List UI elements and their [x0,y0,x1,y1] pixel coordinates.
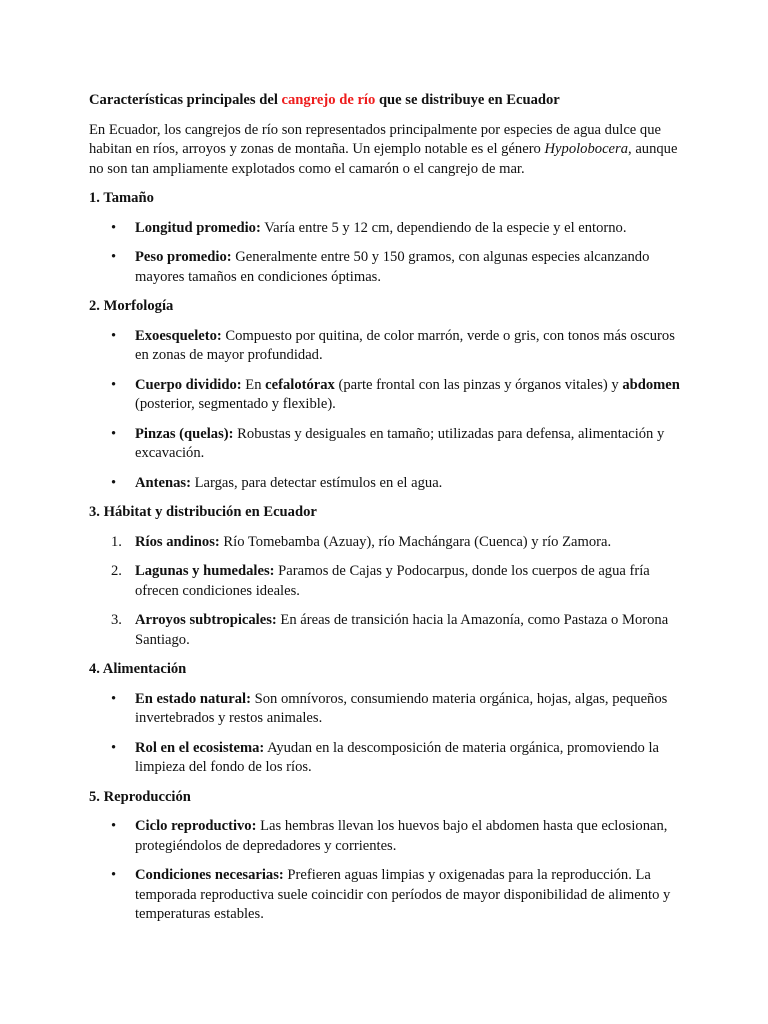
bullet-icon: • [111,249,117,265]
item-text: En áreas de transición hacia la Amazonía, como Pastaza o Morona Santiago. [135,612,669,648]
item-text: Varía entre 5 y 12 cm, dependiendo de la especie y el entorno. [260,219,627,236]
item-term: Arroyos subtropicales: [135,612,277,628]
list-item [89,327,680,366]
item-text: Prefieren aguas limpias y oxigenadas para la reproducción. La temporada reproductiva suele coincidir con períodos de mayor disponibilidad de alimento y temperaturas estables. [135,867,671,922]
item-term: Peso promedio: [135,249,232,265]
list-item [89,248,680,287]
item-text: (posterior, segmentado y flexible). [135,396,336,412]
section-heading-reproduccion: 5. Reproducción [89,788,191,805]
list-item [89,533,680,553]
item-text: Río Tomebamba (Azuay), río Machángara (Cuenca) y río Zamora. [219,533,612,550]
intro-paragraph [89,121,680,180]
list-item [89,611,680,650]
item-text: Ayudan en la descomposición de materia orgánica, promoviendo la limpieza del fondo de los ríos. [135,739,660,775]
item-text: Robustas y desiguales en tamaño; utilizadas para defensa, alimentación y excavación. [135,425,665,461]
bullet-list-alimentacion [89,690,680,778]
list-item [89,739,680,778]
section-heading-alimentacion: 4. Alimentación [89,661,187,677]
list-item [89,219,680,239]
list-item [89,817,680,856]
bullet-list-tamano [89,219,680,288]
section-heading-habitat: 3. Hábitat y distribución en Ecuador [89,504,317,520]
item-term: Pinzas (quelas): [135,425,234,442]
list-item [89,376,680,415]
list-number: 2. [111,563,122,579]
item-text: Largas, para detectar estímulos en el agua. [190,474,443,491]
title-highlight: cangrejo de río [281,92,376,108]
bullet-icon: • [111,474,117,491]
bullet-list-morfologia [89,327,680,494]
item-term: Lagunas y humedales: [135,563,275,579]
item-term: Exoesqueleto: [135,327,222,344]
list-item [89,866,680,925]
bullet-icon: • [111,690,117,707]
list-item [89,562,680,601]
item-term: Antenas: [135,474,191,491]
bullet-icon: • [111,739,117,756]
bullet-icon: • [111,867,117,883]
genus-name: Hypolobocera [544,141,629,157]
bullet-icon: • [111,376,117,393]
item-term: Ríos andinos: [135,533,220,550]
item-text: (parte frontal con las pinzas y órganos vitales) y [334,376,623,393]
item-text: Son omnívoros, consumiendo materia orgánica, hojas, algas, pequeños invertebrados y restos animales. [135,690,668,726]
section-heading-tamano: 1. Tamaño [89,190,154,206]
item-text: Las hembras llevan los huevos bajo el abdomen hasta que eclosionan, protegiéndolos de depredadores y corrientes. [135,818,668,854]
item-term: Cuerpo dividido: [135,376,242,393]
item-term: Condiciones necesarias: [135,867,284,883]
bullet-icon: • [111,818,117,834]
title-text-start: Características principales del [89,92,282,108]
bullet-icon: • [111,327,117,344]
item-text: Compuesto por quitina, de color marrón, verde o gris, con tonos más oscuros en zonas de mayor profundidad. [135,327,675,363]
bullet-list-reproduccion [89,817,680,925]
title-text-end: que se distribuye en Ecuador [375,92,560,108]
item-term-cefalotorax: cefalotórax [265,376,335,393]
item-text: En [241,376,266,393]
item-term: En estado natural: [135,690,251,707]
list-number: 1. [111,533,122,550]
list-number: 3. [111,612,122,628]
bullet-icon: • [111,425,117,442]
bullet-icon: • [111,219,117,236]
item-term: Longitud promedio: [135,219,261,236]
list-item [89,690,680,729]
list-item [89,474,680,494]
item-text: Generalmente entre 50 y 150 gramos, con algunas especies alcanzando mayores tamaños en condiciones óptimas. [135,249,650,285]
numbered-list-habitat [89,533,680,651]
document-title [89,91,680,111]
item-text: Paramos de Cajas y Podocarpus, donde los cuerpos de agua fría ofrecen condiciones ideales. [135,563,650,599]
item-term-abdomen: abdomen [622,376,680,393]
item-term: Ciclo reproductivo: [135,818,257,834]
item-term: Rol en el ecosistema: [135,739,265,756]
intro-text-end: , aunque no son tan ampliamente explotados como el camarón o el cangrejo de mar. [89,141,678,177]
list-item [89,425,680,464]
intro-text-start: En Ecuador, los cangrejos de río son representados principalmente por especies de agua dulce que habitan en ríos, arroyos y zonas de montaña. Un ejemplo notable es el género [89,121,662,157]
section-heading-morfologia: 2. Morfología [89,298,174,314]
